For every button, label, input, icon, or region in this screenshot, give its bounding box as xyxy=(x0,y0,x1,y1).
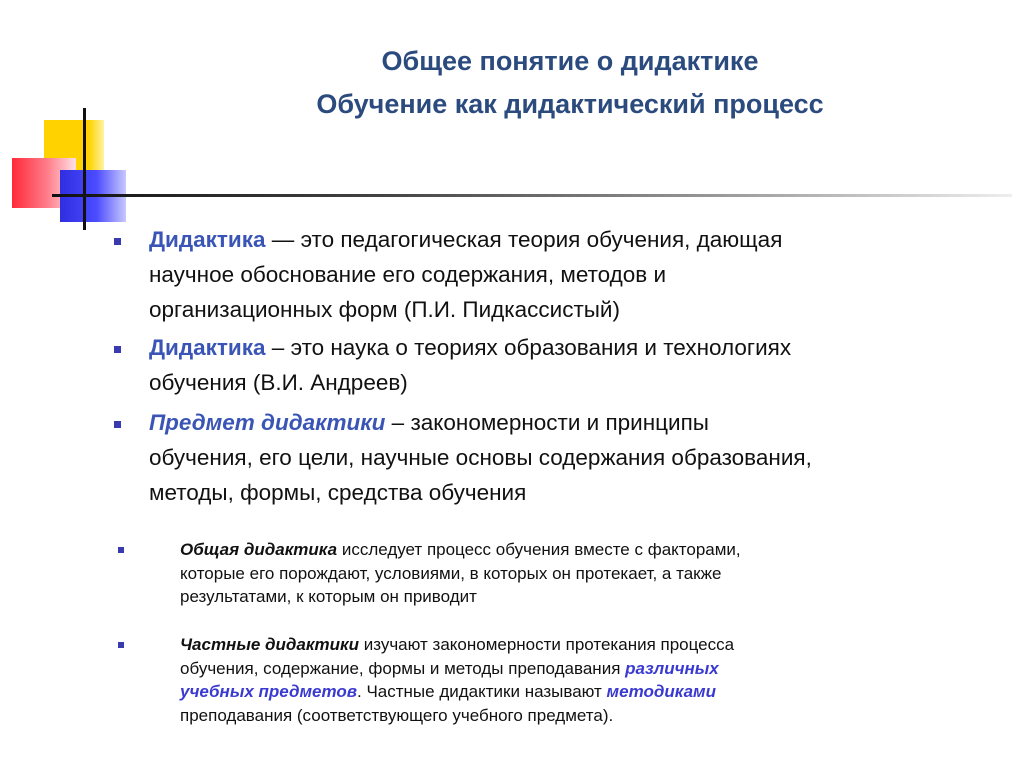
highlight: методиками xyxy=(606,682,716,701)
title-line-1: Общее понятие о дидактике xyxy=(381,46,759,76)
item-line xyxy=(149,222,782,257)
item-text-part: это наука о теориях образования и технологиях xyxy=(290,335,792,360)
item-line: результатами, к которым он приводит xyxy=(180,587,477,606)
dash: – xyxy=(385,410,411,435)
item-line xyxy=(180,657,734,681)
term: Частные дидактики xyxy=(180,635,359,654)
term: Предмет дидактики xyxy=(149,410,386,435)
red-square xyxy=(12,158,76,208)
item-text-part: исследует процесс обучения вместе с факторами, xyxy=(337,540,741,559)
dash: — xyxy=(265,227,301,252)
item-text xyxy=(149,405,812,510)
slide-title xyxy=(200,40,940,126)
bullet-icon xyxy=(118,547,124,553)
term: Дидактика xyxy=(149,335,266,360)
item-line xyxy=(149,330,791,365)
dash: – xyxy=(265,335,291,360)
title-underline xyxy=(52,194,1012,197)
item-text-part: изучают закономерности протекания процесса xyxy=(359,635,735,654)
vertical-divider xyxy=(83,108,86,230)
bullet-icon xyxy=(118,642,124,648)
term: Общая дидактика xyxy=(180,540,338,559)
item-line xyxy=(180,680,734,704)
item-text xyxy=(149,222,782,327)
blue-square xyxy=(60,170,126,222)
item-line xyxy=(149,405,812,440)
item-text xyxy=(180,633,734,727)
item-text-part: . Частные дидактики называют xyxy=(357,682,607,701)
item-text-part: это педагогическая теория обучения, дающая xyxy=(300,227,783,252)
bullet-icon xyxy=(114,346,121,353)
item-line: методы, формы, средства обучения xyxy=(149,480,527,505)
yellow-square xyxy=(44,120,104,180)
item-line: преподавания (соответствующего учебного предмета). xyxy=(180,705,614,725)
item-line: обучения (В.И. Андреев) xyxy=(149,370,408,395)
highlight: учебных предметов xyxy=(180,682,358,701)
item-text xyxy=(149,330,791,400)
term: Дидактика xyxy=(149,227,266,252)
item-line: организационных форм (П.И. Пидкассистый) xyxy=(149,297,620,322)
item-text-part: обучения, содержание, формы и методы преподавания xyxy=(180,658,626,678)
item-line: которые его порождают, условиями, в которых он протекает, а также xyxy=(180,563,722,583)
bullet-icon xyxy=(114,421,121,428)
title-line-2: Обучение как дидактический процесс xyxy=(316,89,824,119)
item-line xyxy=(180,538,741,562)
item-line xyxy=(180,633,734,657)
highlight: различных xyxy=(625,658,719,678)
item-text-part: закономерности и принципы xyxy=(410,410,709,435)
item-text xyxy=(180,538,741,609)
bullet-icon xyxy=(114,238,121,245)
item-line: научное обоснование его содержания, методов и xyxy=(149,262,667,287)
item-line: обучения, его цели, научные основы содержания образования, xyxy=(149,445,812,470)
